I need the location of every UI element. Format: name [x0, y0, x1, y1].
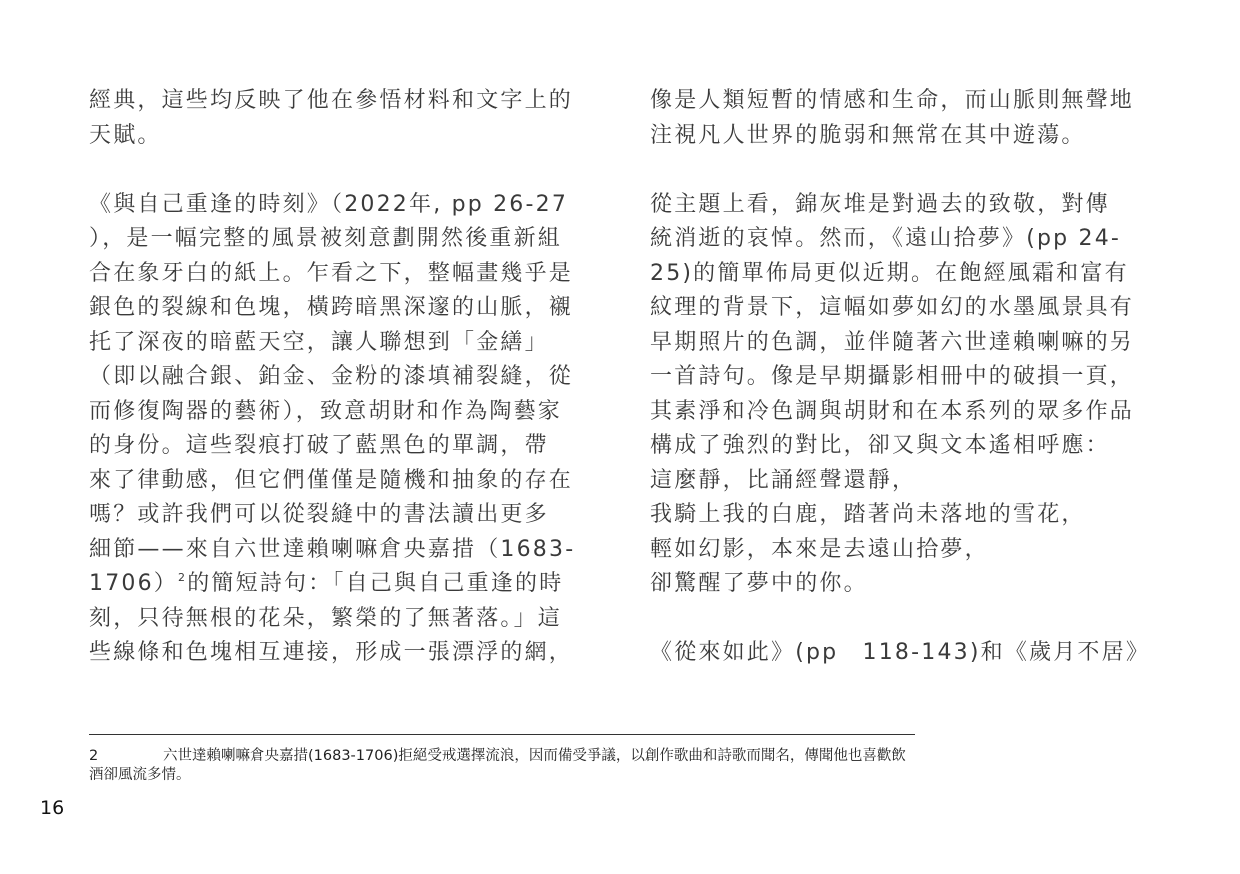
text-line: 刻，只待無根的花朵，繁榮的了無著落。」這: [89, 605, 563, 631]
poem-line: 我騎上我的白鹿，踏著尚未落地的雪花，: [650, 502, 1086, 527]
text-line: 統消逝的哀悼。然而，《遠山拾夢》(pp 24-: [650, 226, 1122, 251]
text-line: 來了律動感，但它們僅僅是隨機和抽象的存在: [89, 467, 574, 493]
paragraph-gap: [650, 153, 1170, 188]
text-line: 一首詩句。像是早期攝影相冊中的破損一頁，: [650, 364, 1135, 389]
text-line: 其素淨和冷色調與胡財和在本系列的眾多作品: [650, 398, 1135, 424]
paragraph-gap: [89, 153, 599, 188]
footnote-text: 酒卻風流多情。: [89, 767, 191, 783]
poem-line: 卻驚醒了夢中的你。: [650, 571, 868, 596]
text-line: 合在象牙白的紙上。乍看之下，整幅畫幾乎是: [89, 260, 574, 286]
footnote-reference[interactable]: 2: [178, 571, 188, 584]
text-line: 注視凡人世界的脆弱和無常在其中遊蕩。: [650, 122, 1086, 148]
text-line: 25)的簡單佈局更似近期。在飽經風霜和富有: [650, 260, 1129, 286]
text-line: 而修復陶器的藝術），致意胡財和作為陶藝家: [89, 398, 563, 424]
text-line: ），是一幅完整的風景被刻意劃開然後重新組: [89, 226, 563, 251]
text-line: 天賦。: [89, 122, 162, 148]
text-line: 經典，這些均反映了他在參悟材料和文字上的: [89, 88, 574, 113]
poem-line: 這麼靜，比誦經聲還靜，: [650, 467, 917, 493]
text-line: 《從來如此》(pp 118-143)和《歲月不居》: [650, 640, 1151, 665]
text-line: 紋理的背景下，這幅如夢如幻的水墨風景具有: [650, 295, 1135, 320]
text-line: 托了深夜的暗藍天空，讓人聯想到「金繕」: [89, 329, 549, 355]
footnote-line: [89, 747, 1164, 766]
page-number: 16: [40, 797, 65, 819]
footnote-number: 2: [89, 748, 99, 764]
paragraph-gap: [650, 602, 1170, 637]
footnote: [89, 747, 1164, 785]
footnote-text: 六世達賴喇嘛倉央嘉措(1683-1706)拒絕受戒選擇流浪，因而備受爭議，以創作歌曲和詩歌而聞名，傳聞他也喜歡飲: [163, 748, 906, 764]
right-text-column: [650, 84, 1170, 671]
text-line: 的身份。這些裂痕打破了藍黑色的單調，帶: [89, 433, 549, 458]
footnote-divider: [89, 734, 915, 735]
text-line: 從主題上看，錦灰堆是對過去的致敬，對傳: [650, 191, 1110, 217]
left-text-column: [89, 84, 599, 671]
text-line: 細節——來自六世達賴喇嘛倉央嘉措（1683-: [89, 536, 576, 562]
text-line: 構成了強烈的對比，卻又與文本遙相呼應：: [650, 433, 1110, 458]
poem-line: 輕如幻影，本來是去遠山拾夢，: [650, 536, 989, 562]
text-line: 早期照片的色調，並伴隨著六世達賴喇嘛的另: [650, 329, 1135, 355]
text-segment: 1706）: [89, 571, 178, 596]
text-line: （即以融合銀、鉑金、金粉的漆填補裂縫，從: [89, 364, 574, 389]
text-line: 嗎？或許我們可以從裂縫中的書法讀出更多: [89, 502, 549, 527]
text-segment: 的簡短詩句：「自己與自己重逢的時: [187, 571, 564, 596]
text-line-with-footnote: [89, 567, 599, 602]
text-line: 《與自己重逢的時刻》（2022年, pp 26-27: [89, 191, 569, 217]
text-line: 像是人類短暫的情感和生命，而山脈則無聲地: [650, 88, 1135, 113]
text-line: 銀色的裂線和色塊，橫跨暗黑深邃的山脈，襯: [89, 295, 574, 320]
text-line: 些線條和色塊相互連接，形成一張漂浮的網，: [89, 640, 574, 665]
